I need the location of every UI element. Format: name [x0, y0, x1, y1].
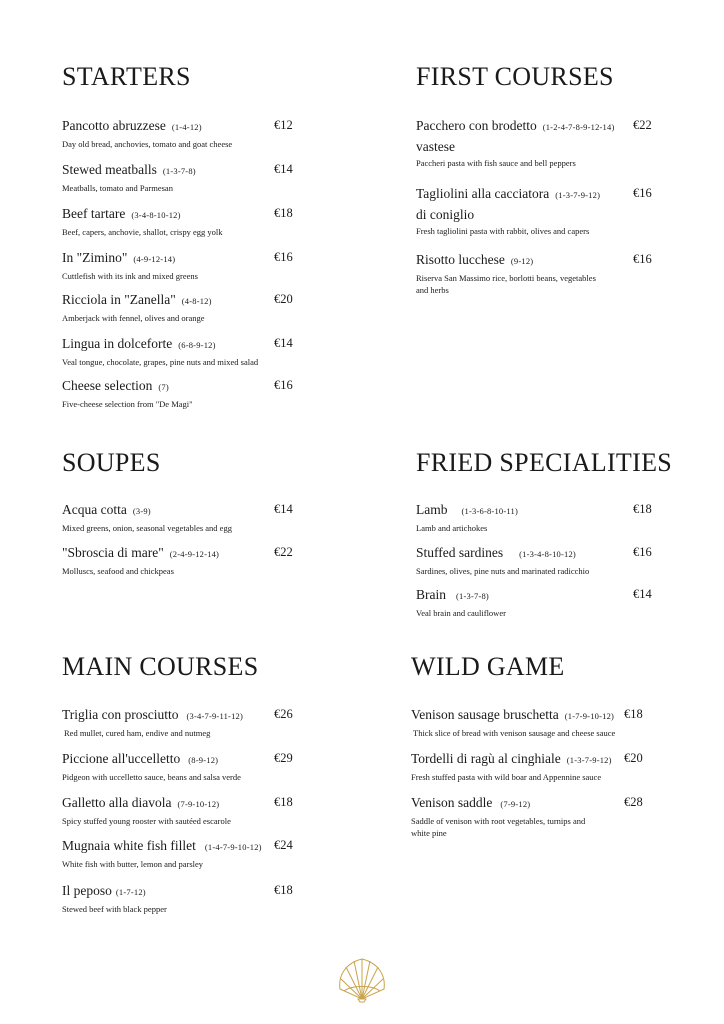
- item-price: €16: [633, 252, 652, 266]
- item-description: Fresh stuffed pasta with wild boar and Appennine sauce: [411, 772, 602, 782]
- item-name: Venison saddle: [411, 795, 493, 810]
- allergen-codes: (1-7-9-10-12): [564, 711, 615, 721]
- menu-item: [62, 543, 295, 577]
- item-description: Veal tongue, chocolate, grapes, pine nuts and mixed salad: [62, 357, 259, 367]
- section-title: SOUPES: [62, 448, 161, 477]
- item-name: Acqua cotta: [62, 502, 127, 517]
- item-name-line2: di coniglio: [416, 207, 475, 222]
- section-fried-specialities: [416, 448, 686, 618]
- section-title: WILD GAME: [411, 652, 565, 681]
- section-starters: [62, 62, 302, 409]
- item-price: €22: [633, 118, 652, 132]
- menu-item: [62, 836, 295, 870]
- menu-item: [416, 500, 654, 534]
- item-description: Spicy stuffed young rooster with sautéed escarole: [62, 816, 231, 826]
- item-name: In "Zimino": [62, 250, 128, 265]
- item-description: Red mullet, cured ham, endive and nutmeg: [64, 728, 211, 738]
- item-price: €16: [274, 378, 293, 392]
- item-name: Piccione all'uccelletto: [62, 751, 181, 766]
- item-description: Pidgeon with uccelletto sauce, beans and salsa verde: [62, 772, 241, 782]
- allergen-codes: (1-2-4-7-8-9-12-14): [542, 122, 615, 132]
- item-price: €18: [633, 502, 652, 516]
- item-description-line2: white pine: [411, 828, 447, 838]
- item-price: €18: [624, 707, 643, 721]
- item-name: Stewed meatballs: [62, 162, 157, 177]
- menu-item: [411, 749, 645, 783]
- menu-item: [411, 793, 645, 839]
- item-description: Paccheri pasta with fish sauce and bell peppers: [416, 158, 576, 168]
- allergen-codes: (1-4-12): [171, 122, 202, 132]
- item-description: Molluscs, seafood and chickpeas: [62, 566, 174, 576]
- item-price: €14: [274, 502, 293, 516]
- menu-item: [416, 184, 654, 237]
- item-price: €26: [274, 707, 293, 721]
- item-description: Sardines, olives, pine nuts and marinated radicchio: [416, 566, 590, 576]
- menu-item: [416, 116, 654, 169]
- allergen-codes: (3-4-7-9-11-12): [186, 711, 243, 721]
- menu-item: [416, 543, 654, 577]
- item-price: €14: [633, 587, 652, 601]
- item-price: €16: [633, 545, 652, 559]
- item-price: €16: [633, 186, 652, 200]
- menu-item: [62, 793, 295, 827]
- section-first-courses: [416, 62, 666, 295]
- item-description: Day old bread, anchovies, tomato and goat cheese: [62, 139, 233, 149]
- item-price: €22: [274, 545, 293, 559]
- item-name: Beef tartare: [62, 206, 126, 221]
- allergen-codes: (3-4-8-10-12): [131, 210, 181, 220]
- item-description-line2: and herbs: [416, 285, 449, 295]
- item-description: Meatballs, tomato and Parmesan: [62, 183, 173, 193]
- item-description: Mixed greens, onion, seasonal vegetables and egg: [62, 523, 232, 533]
- item-name: Tordelli di ragù al cinghiale: [411, 751, 561, 766]
- item-name: Pacchero con brodetto: [416, 118, 537, 133]
- menu-item: [416, 585, 654, 619]
- item-description: Veal brain and cauliflower: [416, 608, 506, 618]
- menu-item: [62, 116, 295, 150]
- allergen-codes: (2-4-9-12-14): [169, 549, 220, 559]
- section-title: FRIED SPECIALITIES: [416, 448, 673, 477]
- item-price: €18: [274, 883, 293, 897]
- section-main-courses: [62, 652, 302, 914]
- item-price: €24: [274, 838, 293, 852]
- menu-item: [62, 334, 295, 368]
- menu-item: [62, 749, 295, 783]
- allergen-codes: (4-8-12): [181, 296, 212, 306]
- item-price: €20: [624, 751, 643, 765]
- item-description: Saddle of venison with root vegetables, turnips and: [411, 816, 586, 826]
- shell-icon: [332, 955, 392, 1003]
- item-price: €14: [274, 336, 293, 350]
- allergen-codes: (1-3-7-8): [162, 166, 196, 176]
- item-description: Thick slice of bread with venison sausage and cheese sauce: [413, 728, 616, 738]
- item-description: Fresh tagliolini pasta with rabbit, olives and capers: [416, 226, 590, 236]
- allergen-codes: (1-7-12): [115, 887, 146, 897]
- item-price: €28: [624, 795, 643, 809]
- item-name: Galletto alla diavola: [62, 795, 172, 810]
- allergen-codes: (7-9-12): [500, 799, 531, 809]
- allergen-codes: (1-3-4-8-10-12): [519, 549, 576, 559]
- item-price: €29: [274, 751, 293, 765]
- item-price: €18: [274, 795, 293, 809]
- item-name: Pancotto abruzzese: [62, 118, 166, 133]
- item-description: Beef, capers, anchovie, shallot, crispy egg yolk: [62, 227, 223, 237]
- menu-item: [62, 881, 295, 915]
- allergen-codes: (3-9): [132, 506, 151, 516]
- allergen-codes: (1-3-7-9-12): [555, 190, 601, 200]
- allergen-codes: (9-12): [510, 256, 534, 266]
- item-price: €12: [274, 118, 293, 132]
- item-name: Lingua in dolceforte: [62, 336, 173, 351]
- item-name: Il peposo: [62, 883, 112, 898]
- allergen-codes: (6-8-9-12): [178, 340, 216, 350]
- section-title: MAIN COURSES: [62, 652, 259, 681]
- allergen-codes: (1-3-7-8): [456, 591, 489, 601]
- menu-item: [62, 376, 295, 410]
- item-price: €14: [274, 162, 293, 176]
- item-name: Lamb: [416, 502, 448, 517]
- item-description: Five-cheese selection from "De Magi": [62, 399, 193, 409]
- item-name: Brain: [416, 587, 446, 602]
- allergen-codes: (1-3-6-8-10-11): [461, 506, 518, 516]
- item-name: "Sbroscia di mare": [62, 545, 164, 560]
- item-description: Cuttlefish with its ink and mixed greens: [62, 271, 198, 281]
- menu-item: [416, 250, 654, 296]
- allergen-codes: (1-3-7-9-12): [566, 755, 612, 765]
- menu-item: [62, 290, 295, 324]
- allergen-codes: (8-9-12): [188, 755, 219, 765]
- section-soupes: [62, 448, 302, 576]
- menu-item: [62, 500, 295, 534]
- item-name: Mugnaia white fish fillet: [62, 838, 196, 853]
- item-name: Risotto lucchese: [416, 252, 505, 267]
- allergen-codes: (4-9-12-14): [133, 254, 176, 264]
- menu-item: [411, 705, 645, 739]
- allergen-codes: (7): [158, 382, 169, 392]
- section-title: STARTERS: [62, 62, 191, 91]
- menu-item: [62, 705, 295, 739]
- item-description: Stewed beef with black pepper: [62, 904, 167, 914]
- item-name: Stuffed sardines: [416, 545, 504, 560]
- item-name: Venison sausage bruschetta: [411, 707, 559, 722]
- allergen-codes: (7-9-10-12): [177, 799, 220, 809]
- item-description: Lamb and artichokes: [416, 523, 488, 533]
- item-description: White fish with butter, lemon and parsley: [62, 859, 204, 869]
- menu-item: [62, 248, 295, 282]
- item-name: Tagliolini alla cacciatora: [416, 186, 550, 201]
- item-price: €18: [274, 206, 293, 220]
- menu-item: [62, 204, 295, 238]
- item-name: Cheese selection: [62, 378, 153, 393]
- section-title: FIRST COURSES: [416, 62, 614, 91]
- item-price: €20: [274, 292, 293, 306]
- item-name: Triglia con prosciutto: [62, 707, 179, 722]
- item-description: Riserva San Massimo rice, borlotti beans, vegetables: [416, 273, 596, 283]
- item-price: €16: [274, 250, 293, 264]
- item-description: Amberjack with fennel, olives and orange: [62, 313, 205, 323]
- menu-item: [62, 160, 295, 194]
- item-name-line2: vastese: [416, 139, 455, 154]
- allergen-codes: (1-4-7-9-10-12): [204, 842, 262, 852]
- section-wild-game: [411, 652, 661, 838]
- item-name: Ricciola in "Zanella": [62, 292, 176, 307]
